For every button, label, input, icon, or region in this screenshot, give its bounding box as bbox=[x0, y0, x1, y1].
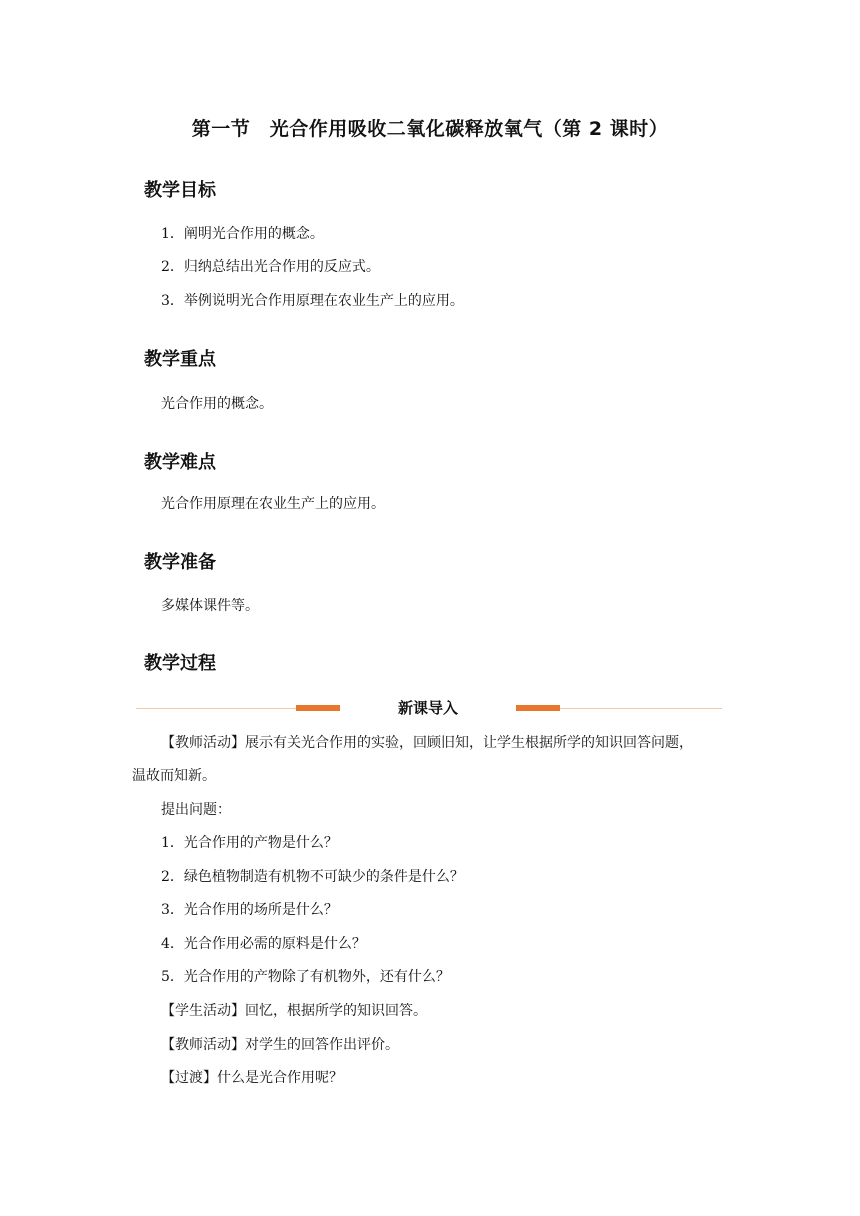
difficulties-text: 光合作用原理在农业生产上的应用。 bbox=[161, 496, 385, 512]
student-activity: 【学生活动】回忆，根据所学的知识回答。 bbox=[161, 1003, 427, 1019]
intro-paragraph-line-1: 【教师活动】展示有关光合作用的实验，回顾旧知，让学生根据所学的知识回答问题， bbox=[161, 735, 693, 751]
divider-label: 新课导入 bbox=[397, 699, 458, 717]
heading-highlight bbox=[136, 673, 224, 680]
section-heading-objectives: 教学目标 bbox=[142, 176, 218, 202]
question-item-1: 1．光合作用的产物是什么？ bbox=[161, 835, 338, 851]
transition: 【过渡】什么是光合作用呢？ bbox=[161, 1070, 343, 1086]
teacher-activity: 【教师活动】对学生的回答作出评价。 bbox=[161, 1037, 399, 1053]
heading-highlight bbox=[136, 200, 224, 207]
page-title: 第一节 光合作用吸收二氧化碳释放氧气（第 2 课时） bbox=[191, 118, 669, 140]
question-item-5: 5．光合作用的产物除了有机物外，还有什么？ bbox=[161, 969, 450, 985]
question-item-3: 3．光合作用的场所是什么？ bbox=[161, 902, 338, 918]
section-heading-process: 教学过程 bbox=[142, 649, 218, 675]
heading-highlight bbox=[136, 369, 224, 376]
question-item-2: 2．绿色植物制造有机物不可缺少的条件是什么？ bbox=[161, 869, 464, 885]
question-prompt: 提出问题： bbox=[161, 802, 231, 818]
heading-highlight bbox=[136, 472, 224, 479]
divider-line-right bbox=[560, 708, 722, 709]
divider-bar-right bbox=[516, 705, 560, 711]
section-heading-difficulties: 教学难点 bbox=[142, 448, 218, 474]
objective-item-2: 2．归纳总结出光合作用的反应式。 bbox=[161, 259, 380, 275]
preparation-text: 多媒体课件等。 bbox=[161, 598, 259, 614]
intro-paragraph-line-2: 温故而知新。 bbox=[132, 768, 216, 784]
key-points-text: 光合作用的概念。 bbox=[161, 396, 273, 412]
heading-highlight bbox=[136, 572, 224, 579]
question-item-4: 4．光合作用必需的原料是什么？ bbox=[161, 936, 366, 952]
section-heading-key-points: 教学重点 bbox=[142, 345, 218, 371]
divider-line-left bbox=[136, 708, 296, 709]
objective-item-1: 1．阐明光合作用的概念。 bbox=[161, 226, 324, 242]
objective-item-3: 3．举例说明光合作用原理在农业生产上的应用。 bbox=[161, 293, 464, 309]
divider-bar-left bbox=[296, 705, 340, 711]
section-heading-preparation: 教学准备 bbox=[142, 548, 218, 574]
